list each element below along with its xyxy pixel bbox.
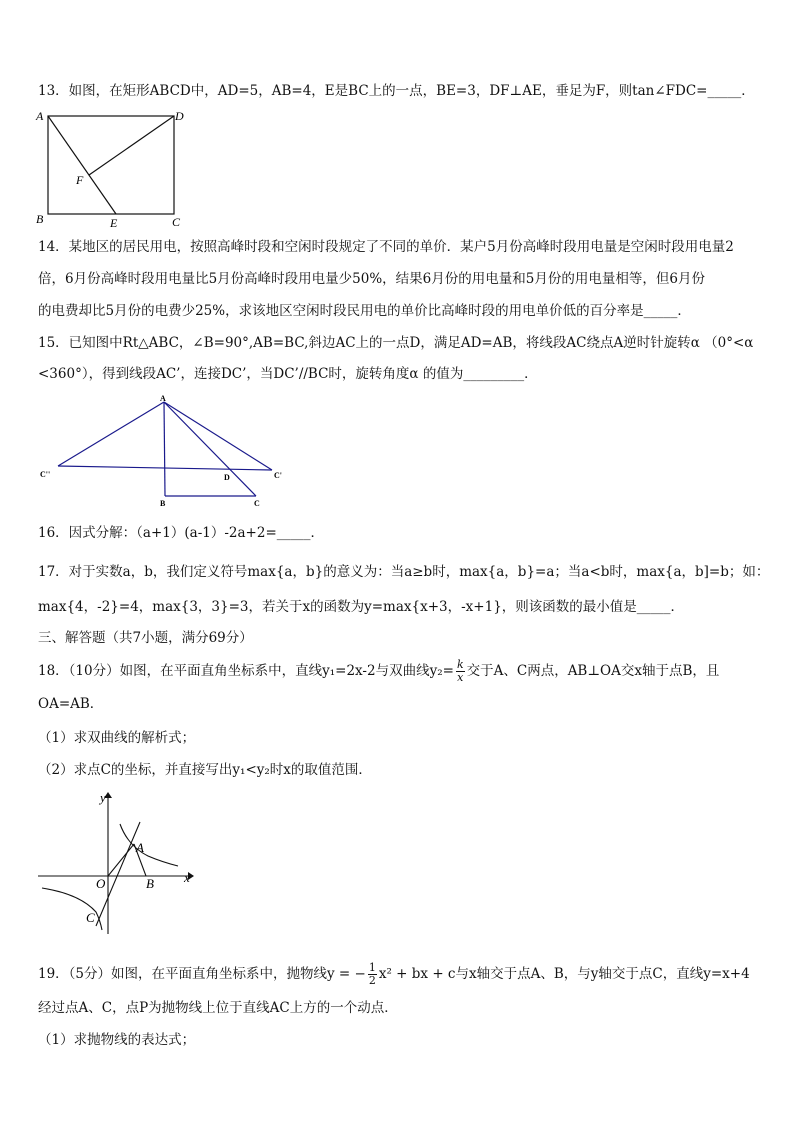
q19-line2: 经过点A、C，点P为抛物线上位于直线AC上方的一个动点． xyxy=(38,1000,398,1016)
q17-line2: max{4，-2}=4，max{3，3}=3，若关于x的函数为y=max{x+3，-x+1}，则该函数的最小值是_____． xyxy=(38,599,685,615)
label-c2: C'' xyxy=(40,470,51,479)
segment-ac xyxy=(164,402,256,496)
q15-line2: <360°），得到线段AC’，连接DC’，当DC’//BC时，旋转角度α 的值为_________． xyxy=(38,366,538,382)
label-c: C xyxy=(254,499,260,508)
q19-frac-den: 2 xyxy=(368,974,376,987)
segment-ab xyxy=(164,402,165,496)
label-b: B xyxy=(160,499,166,508)
q18-line2: OA=AB． xyxy=(38,696,104,712)
label-b: B xyxy=(146,876,154,891)
q15-line1: 15．已知图中Rt△ABC，∠B=90°,AB=BC,斜边AC上的一点D，满足AD=AB，将线段AC绕点A逆时针旋转α （0°<α xyxy=(38,335,754,351)
label-a: A xyxy=(136,840,144,855)
label-a: A xyxy=(36,109,44,123)
segment-ac1 xyxy=(164,402,272,470)
segment-df xyxy=(89,116,174,175)
q16-text: 16．因式分解：（a+1）(a-1）-2a+2=_____． xyxy=(38,525,325,541)
label-a: A xyxy=(160,394,166,403)
section3-heading: 三、解答题（共7小题，满分69分） xyxy=(38,630,253,646)
q18-fraction xyxy=(456,659,465,684)
q18-line1b: 交于A、C两点，AB⊥OA交x轴于点B，且 xyxy=(466,663,720,679)
label-b: B xyxy=(36,212,44,226)
q18-part1: （1）求双曲线的解析式； xyxy=(38,730,196,746)
q13-text: 13．如图，在矩形ABCD中，AD=5，AB=4，E是BC上的一点，BE=3，DF⊥AE，垂足为F，则tan∠FDC=_____． xyxy=(38,83,755,99)
q14-line2: 倍，6月份高峰时段用电量比5月份高峰时段用电量少50%，结果6月份的用电量和5月份的用电量相等，但6月份 xyxy=(38,271,705,287)
q17-line1: 17．对于实数a，b，我们定义符号max{a，b}的意义为：当a≥b时，max{a，b}=a；当a<b时，max{a，b]=b；如： xyxy=(38,564,770,580)
q19-line1a: 19．（5分）如图，在平面直角坐标系中，抛物线y = − xyxy=(38,966,366,982)
label-c: C xyxy=(172,215,181,229)
q19-fraction xyxy=(368,962,377,987)
q18-frac-den: x xyxy=(457,671,464,684)
label-d: D xyxy=(175,109,184,123)
label-x: x xyxy=(184,870,190,885)
line-y1 xyxy=(96,822,140,926)
q13-rectangle-figure xyxy=(34,108,194,230)
rectangle-abcd xyxy=(48,116,174,214)
label-c1: C' xyxy=(274,471,282,480)
q18-graph-figure xyxy=(36,788,196,936)
q18-line1 xyxy=(38,659,719,684)
label-f: F xyxy=(76,173,84,187)
segment-oa xyxy=(108,844,134,876)
hyperbola-branch-1 xyxy=(120,824,178,866)
label-y: y xyxy=(100,790,106,805)
label-o: O xyxy=(96,876,106,891)
q19-frac-num: 1 xyxy=(368,961,376,974)
segment-ae xyxy=(48,116,116,214)
q14-line3: 的电费却比5月份的电费少25%，求该地区空闲时段民用电的单价比高峰时段的用电单价低的百分率是_____． xyxy=(38,303,691,319)
q19-line1 xyxy=(38,962,750,987)
q15-triangle-figure xyxy=(38,392,298,512)
q19-line1b: x² + bx + c与x轴交于点A、B，与y轴交于点C，直线y=x+4 xyxy=(378,966,750,982)
label-d: D xyxy=(224,473,230,482)
q14-line1: 14．某地区的居民用电，按照高峰时段和空闲时段规定了不同的单价．某户5月份高峰时段用电量是空闲时段用电量2 xyxy=(38,239,734,255)
label-c: C xyxy=(86,910,95,925)
q18-frac-num: k xyxy=(456,658,464,671)
segment-ac2 xyxy=(58,402,164,466)
q18-line1a: 18．（10分）如图，在平面直角坐标系中，直线y₁=2x-2与双曲线y₂= xyxy=(38,663,454,679)
q19-part1: （1）求抛物线的表达式； xyxy=(38,1032,196,1048)
label-e: E xyxy=(110,216,118,230)
q18-part2: （2）求点C的坐标，并直接写出y₁<y₂时x的取值范围． xyxy=(38,762,372,778)
